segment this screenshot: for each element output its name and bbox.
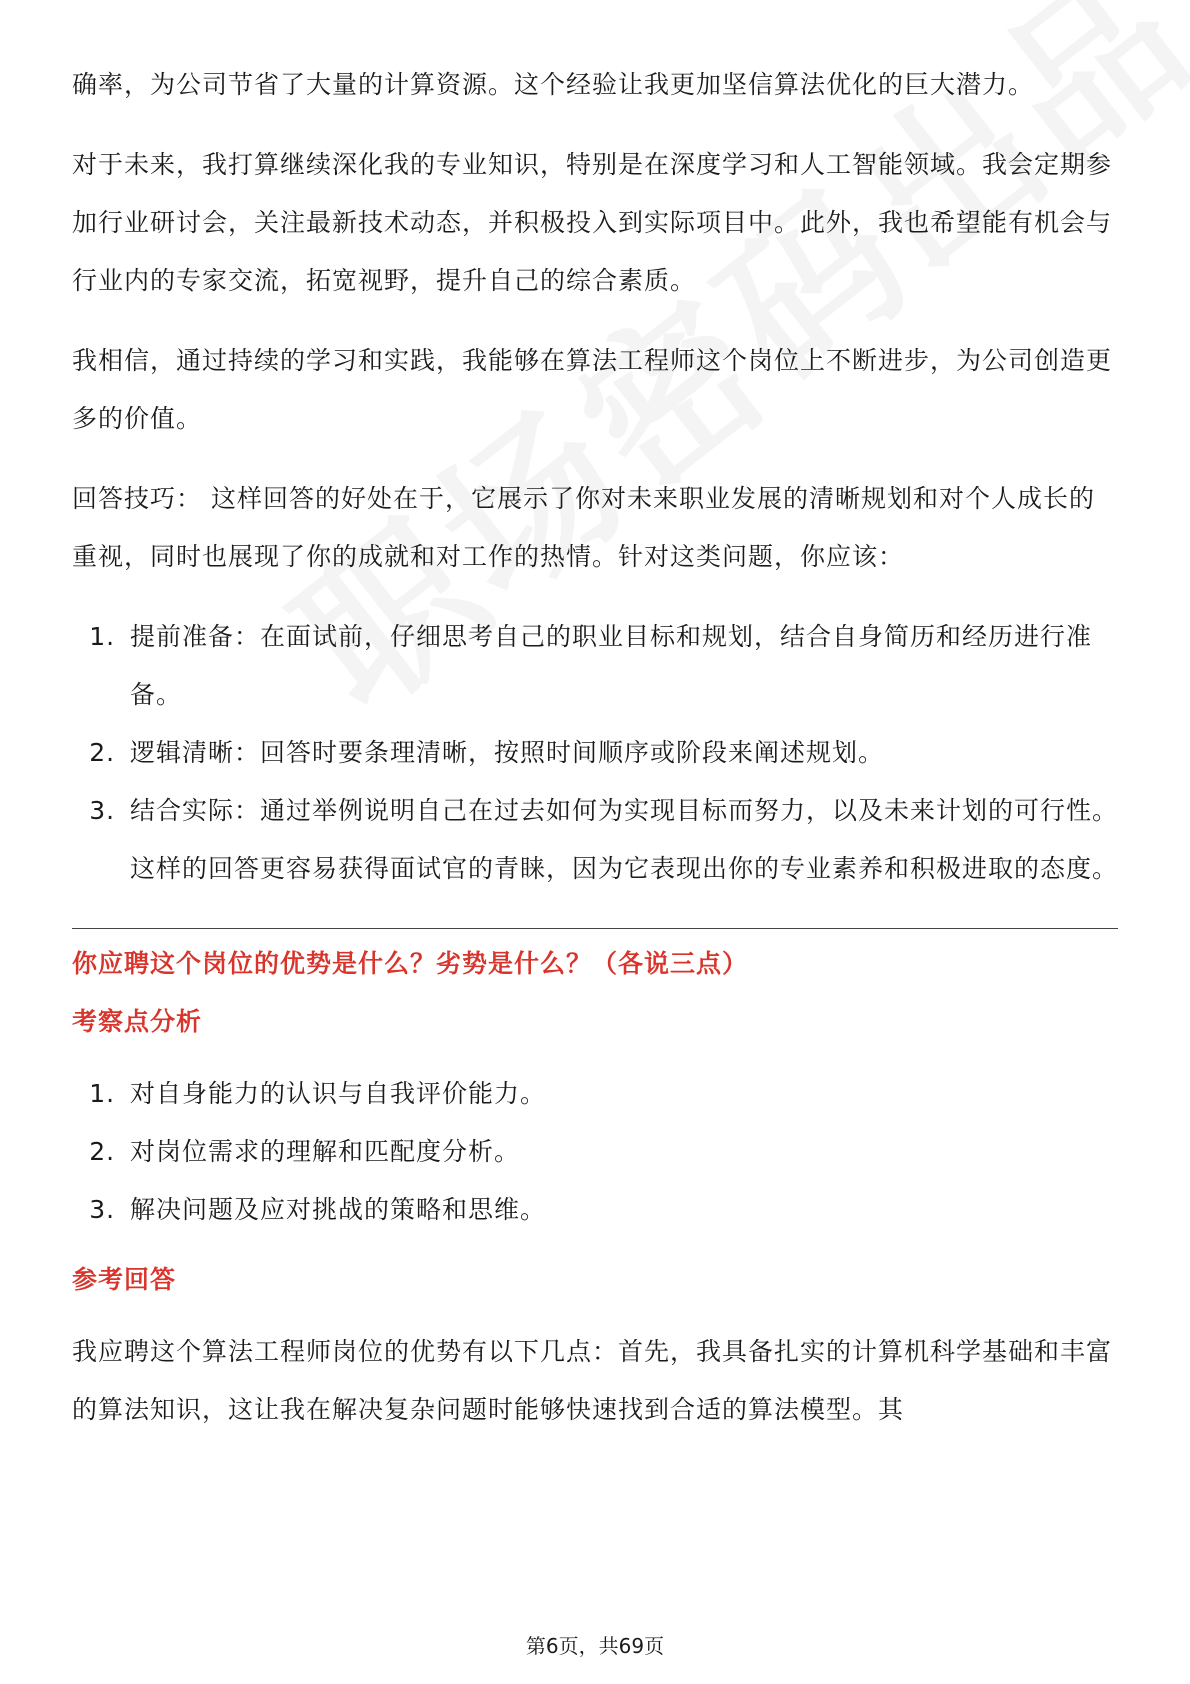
page-content: [72, 56, 1118, 1461]
list-item: 1. 对自身能力的认识与自我评价能力。: [124, 1065, 1118, 1123]
paragraph: 确率，为公司节省了大量的计算资源。这个经验让我更加坚信算法优化的巨大潜力。: [72, 70, 1035, 99]
list-item: 1. 提前准备：在面试前，仔细思考自己的职业目标和规划，结合自身简历和经历进行准备。: [124, 608, 1118, 724]
tips-list: [72, 608, 1118, 898]
reference-answer-text: 我应聘这个算法工程师岗位的优势有以下几点：首先，我具备扎实的计算机科学基础和丰富的算法知识，这让我在解决复杂问题时能够快速找到合适的算法模型。其: [72, 1337, 1113, 1424]
page-number: 第6页，共69页: [525, 1634, 665, 1658]
paragraph: 对于未来，我打算继续深化我的专业知识，特别是在深度学习和人工智能领域。我会定期参加行业研讨会，关注最新技术动态，并积极投入到实际项目中。此外，我也希望能有机会与行业内的专家交流，拓宽视野，提升自己的综合素质。: [72, 150, 1113, 295]
analysis-list: [72, 1065, 1118, 1239]
list-item: 3. 结合实际：通过举例说明自己在过去如何为实现目标而努力，以及未来计划的可行性。 这样的回答更容易获得面试官的青睐，因为它表现出你的专业素养和积极进取的态度。: [124, 782, 1118, 898]
answer-tips-paragraph: 回答技巧： 这样回答的好处在于，它展示了你对未来职业发展的清晰规划和对个人成长的重视，同时也展现了你的成就和对工作的热情。针对这类问题，你应该：: [72, 484, 1095, 571]
question-title: 你应聘这个岗位的优势是什么？劣势是什么？（各说三点）: [72, 949, 749, 978]
section-divider: [72, 928, 1118, 929]
list-item: 2. 逻辑清晰：回答时要条理清晰，按照时间顺序或阶段来阐述规划。: [124, 724, 1118, 782]
reference-answer-heading: 参考回答: [72, 1265, 177, 1294]
list-item: 3. 解决问题及应对挑战的策略和思维。: [124, 1181, 1118, 1239]
paragraph: 我相信，通过持续的学习和实践，我能够在算法工程师这个岗位上不断进步，为公司创造更多的价值。: [72, 346, 1113, 433]
list-item: 2. 对岗位需求的理解和匹配度分析。: [124, 1123, 1118, 1181]
analysis-heading: 考察点分析: [72, 1007, 203, 1036]
